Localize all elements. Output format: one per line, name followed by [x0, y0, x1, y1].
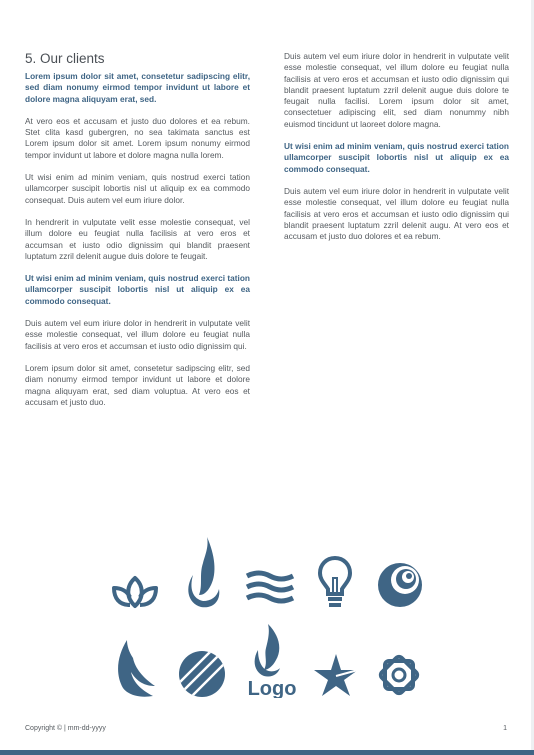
body-paragraph: In hendrerit in vulputate velit esse molestie consequat, vel illum dolore eu feugiat nulla facilisis at vero eros et accumsan et iusto odio dignissim qui blandit praesent luptatum zzril delenit augue duis dolore te feugait. [25, 216, 250, 261]
lightbulb-logo-icon [317, 556, 353, 610]
footer-copyright: Copyright © | mm-dd-yyyy [25, 725, 106, 732]
rosette-logo-icon [374, 650, 424, 700]
left-paragraphs [25, 71, 250, 408]
body-paragraph: Duis autem vel eum iriure dolor in hendrerit in vulputate velit esse molestie consequat, vel illum dolore eu feugiat nulla facilisis at vero eros et accumsan et iusto odio dignissim qui blandit praesent luptatum zzril delenit augu. At vero eos et accusam et justo duo dolores et ea rebum. [284, 185, 509, 242]
body-paragraph: At vero eos et accusam et justo duo dolores et ea rebum. Stet clita kasd gubergren, no sea takimata sanctus est Lorem ipsum dolor sit amet. Lorem ipsum nonumy eirmod tempor invidunt ut labore et dolore magna nulla lorem. [25, 115, 250, 160]
wing-logo-icon [113, 638, 157, 700]
lotus-logo-icon [110, 570, 160, 610]
highlight-paragraph: Ut wisi enim ad minim veniam, quis nostrud exerci tation ullamcorper suscipit lobortis nisl ut aliquip ex ea commodo consequat. [25, 273, 250, 306]
highlight-paragraph: Lorem ipsum dolor sit amet, consetetur sadipscing elitr, sed diam nonumy eirmod tempor invidunt ut labore et dolore magna aliquyam erat, sed. [25, 71, 250, 104]
body-paragraph: Lorem ipsum dolor sit amet, consetetur sadipscing elitr, sed diam nonumy eirmod tempor invidunt ut labore et dolore magna aliquyam erat, sed diam voluptua. At vero eos et accusam et justo duo. [25, 362, 250, 407]
right-paragraphs [284, 51, 509, 242]
body-paragraph: Ut wisi enim ad minim veniam, quis nostrud exerci tation ullamcorper suscipit lobortis nisl ut aliquip ex ea commodo consequat. Duis autem vel eum iriure dolor. [25, 172, 250, 205]
page-title: 5. Our clients [25, 51, 105, 66]
right-column [284, 51, 509, 253]
body-paragraph: Duis autem vel eum iriure dolor in hendrerit in vulputate velit esse molestie consequat, vel illum dolore eu feugiat nulla facilisis at vero eros et accumsan et iusto odio dignissim qui. [25, 318, 250, 351]
body-paragraph: Duis autem vel eum iriure dolor in hendrerit in vulputate velit esse molestie consequat, vel illum dolore eu feugiat nulla facilisis at vero eros et accumsan et iusto odio dignissim qui blandit praesent luptatum zzril delenit augue duis dolore te feugait nulla facilisi. Lorem ipsum dolor sit amet, consectetuer adipiscing elit, sed diam nonummy nibh euismod tincidunt ut laoreet dolore magna. [284, 51, 509, 129]
flame-logo-icon [183, 535, 223, 611]
logo-wordmark: Logo [247, 678, 297, 698]
highlight-paragraph: Ut wisi enim ad minim veniam, quis nostrud exerci tation ullamcorper suscipit lobortis nisl ut aliquip ex ea commodo consequat. [284, 141, 509, 174]
footer-accent-bar [0, 750, 534, 755]
striped-globe-logo-icon [178, 650, 226, 698]
star-logo-icon [312, 652, 360, 698]
flame-wordmark-logo-icon [246, 622, 298, 698]
client-logos [0, 530, 534, 705]
spiral-sphere-logo-icon [375, 560, 425, 610]
left-column [25, 50, 250, 419]
footer-page-number: 1 [503, 725, 507, 732]
waves-logo-icon [245, 570, 295, 606]
